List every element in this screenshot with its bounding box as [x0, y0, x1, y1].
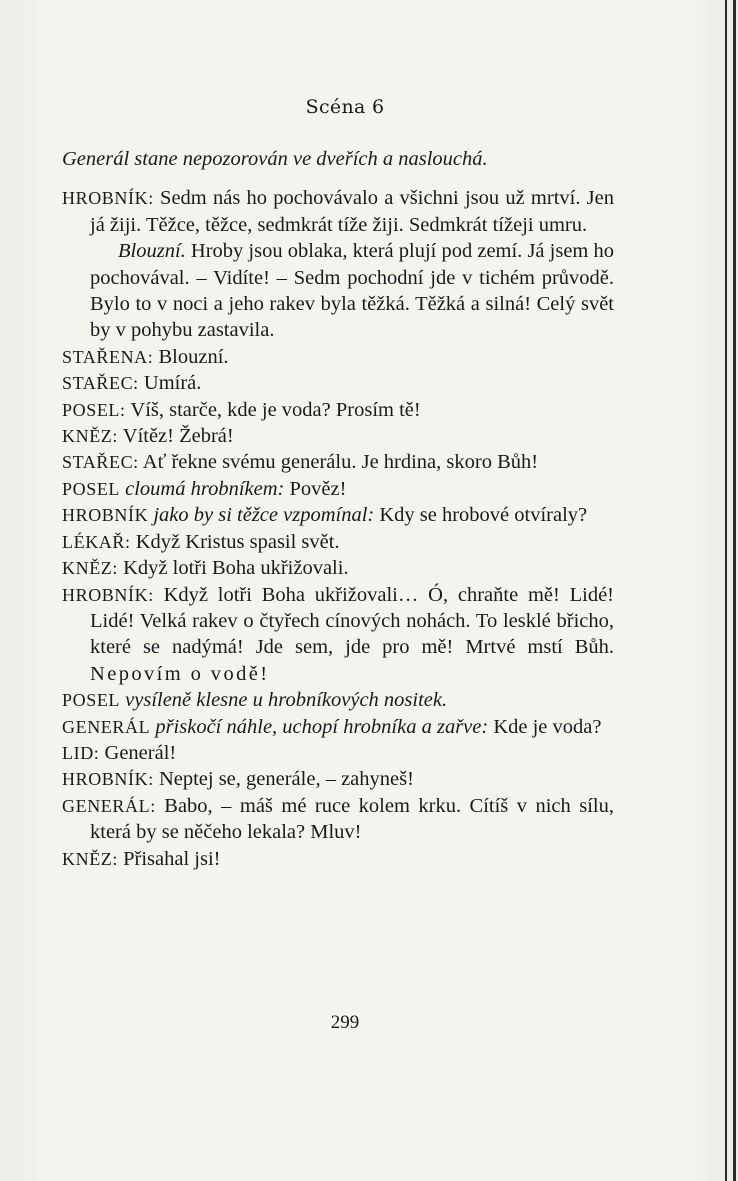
- dialogue-line: [62, 185, 614, 238]
- stage-direction-inline: vysíleně klesne u hrobníkových nositek.: [125, 689, 448, 712]
- dialogue-line: [62, 555, 614, 581]
- dialogue-line: [62, 766, 614, 792]
- dialogue-line: [62, 740, 614, 766]
- line-text: Ať řekne svému generálu. Je hrdina, skoro Bůh!: [142, 451, 539, 474]
- speaker-name: POSEL:: [62, 399, 126, 420]
- speaker-name: STAŘENA:: [62, 346, 154, 367]
- speaker-name: HROBNÍK:: [62, 584, 154, 605]
- dialogue-line: [62, 846, 614, 872]
- stage-direction-inline: jako by si těžce vzpomínal:: [153, 504, 375, 527]
- dialogue-line: [62, 529, 614, 555]
- line-text-spaced: Nepovím o vodě!: [90, 662, 270, 685]
- line-text: Když lotři Boha ukřižovali… Ó, chraňte mě! Lidé! Lidé! Velká rakev o čtyřech cínových nohách. To lesklé břicho, které se nadýmá! Jde sem, jde pro mě! Mrtvé mstí Bůh.: [90, 583, 614, 659]
- line-text: Umírá.: [143, 372, 202, 395]
- line-text: Kde je voda?: [493, 715, 602, 738]
- speaker-name: GENERÁL:: [62, 795, 156, 816]
- dialogue-line: [62, 344, 614, 370]
- page-edge-line: [733, 0, 736, 1181]
- line-text: Vítěz! Žebrá!: [122, 425, 234, 448]
- page-number: 299: [330, 1012, 360, 1033]
- speaker-name: KNĚZ:: [62, 426, 118, 447]
- page-edge-line: [725, 0, 727, 1181]
- line-text: Babo, – máš mé ruce kolem krku. Cítíš v nich sílu, která by se něčeho lekala? Mluv!: [90, 794, 614, 844]
- stage-direction-inline: cloumá hrobníkem:: [125, 477, 285, 500]
- dialogue-line: [62, 238, 614, 344]
- dialogue-line: [62, 449, 614, 475]
- dialogue-line: [62, 397, 614, 423]
- dialogue-line: [62, 370, 614, 396]
- dialogue-line: [62, 793, 614, 846]
- speaker-name: POSEL: [62, 478, 121, 499]
- dialogue-line: [62, 714, 614, 740]
- dialogue-line: [62, 687, 614, 713]
- line-text: Když Kristus spasil svět.: [135, 530, 340, 553]
- dialogue-line: [62, 476, 614, 502]
- line-text: Generál!: [104, 741, 177, 764]
- speaker-name: STAŘEC:: [62, 452, 139, 473]
- dialogue-line: [62, 423, 614, 449]
- speaker-name: POSEL: [62, 690, 121, 711]
- line-text: Sedm nás ho pochovávalo a všichni jsou už mrtví. Jen já žiji. Těžce, těžce, sedmkrát tíže žiji. Sedmkrát tížeji umru.: [90, 187, 615, 236]
- stage-direction-inline: Blouzní.: [118, 240, 186, 263]
- speaker-name: HROBNÍK: [62, 505, 149, 526]
- speaker-name: LÉKAŘ:: [62, 531, 131, 552]
- line-text: Blouzní.: [158, 345, 229, 368]
- speaker-name: GENERÁL: [62, 716, 151, 737]
- speaker-name: LID:: [62, 742, 100, 763]
- speaker-name: KNĚZ:: [62, 558, 118, 579]
- line-text: Když lotři Boha ukřižovali.: [123, 557, 349, 580]
- running-head: Scéna 6: [305, 96, 385, 118]
- speaker-name: HROBNÍK:: [62, 188, 154, 209]
- line-text: Přisahal jsi!: [123, 847, 221, 870]
- stage-direction: Generál stane nepozorován ve dveřích a naslouchá.: [62, 148, 488, 170]
- dialogue-line: [62, 582, 614, 688]
- line-text: Kdy se hrobové otvíraly?: [379, 504, 588, 527]
- line-text: Pověz!: [289, 477, 347, 500]
- line-text: Víš, starče, kde je voda? Prosím tě!: [130, 398, 421, 421]
- dialogue-line: [62, 502, 614, 528]
- line-text: Neptej se, generále, – zahyneš!: [158, 768, 414, 791]
- speaker-name: HROBNÍK:: [62, 769, 154, 790]
- speaker-name: STAŘEC:: [62, 373, 139, 394]
- line-text: Hroby jsou oblaka, která plují pod zemí. Já jsem ho pochovával. – Vidíte! – Sedm pochodní jde v tichém průvodě. Bylo to v noci a jeho rakev byla těžká. Těžká a silná! Celý svět by v pohybu zastavila.: [90, 240, 615, 342]
- stage-direction-inline: přiskočí náhle, uchopí hrobníka a zařve:: [155, 715, 489, 738]
- play-text: [62, 146, 614, 872]
- speaker-name: KNĚZ:: [62, 848, 118, 869]
